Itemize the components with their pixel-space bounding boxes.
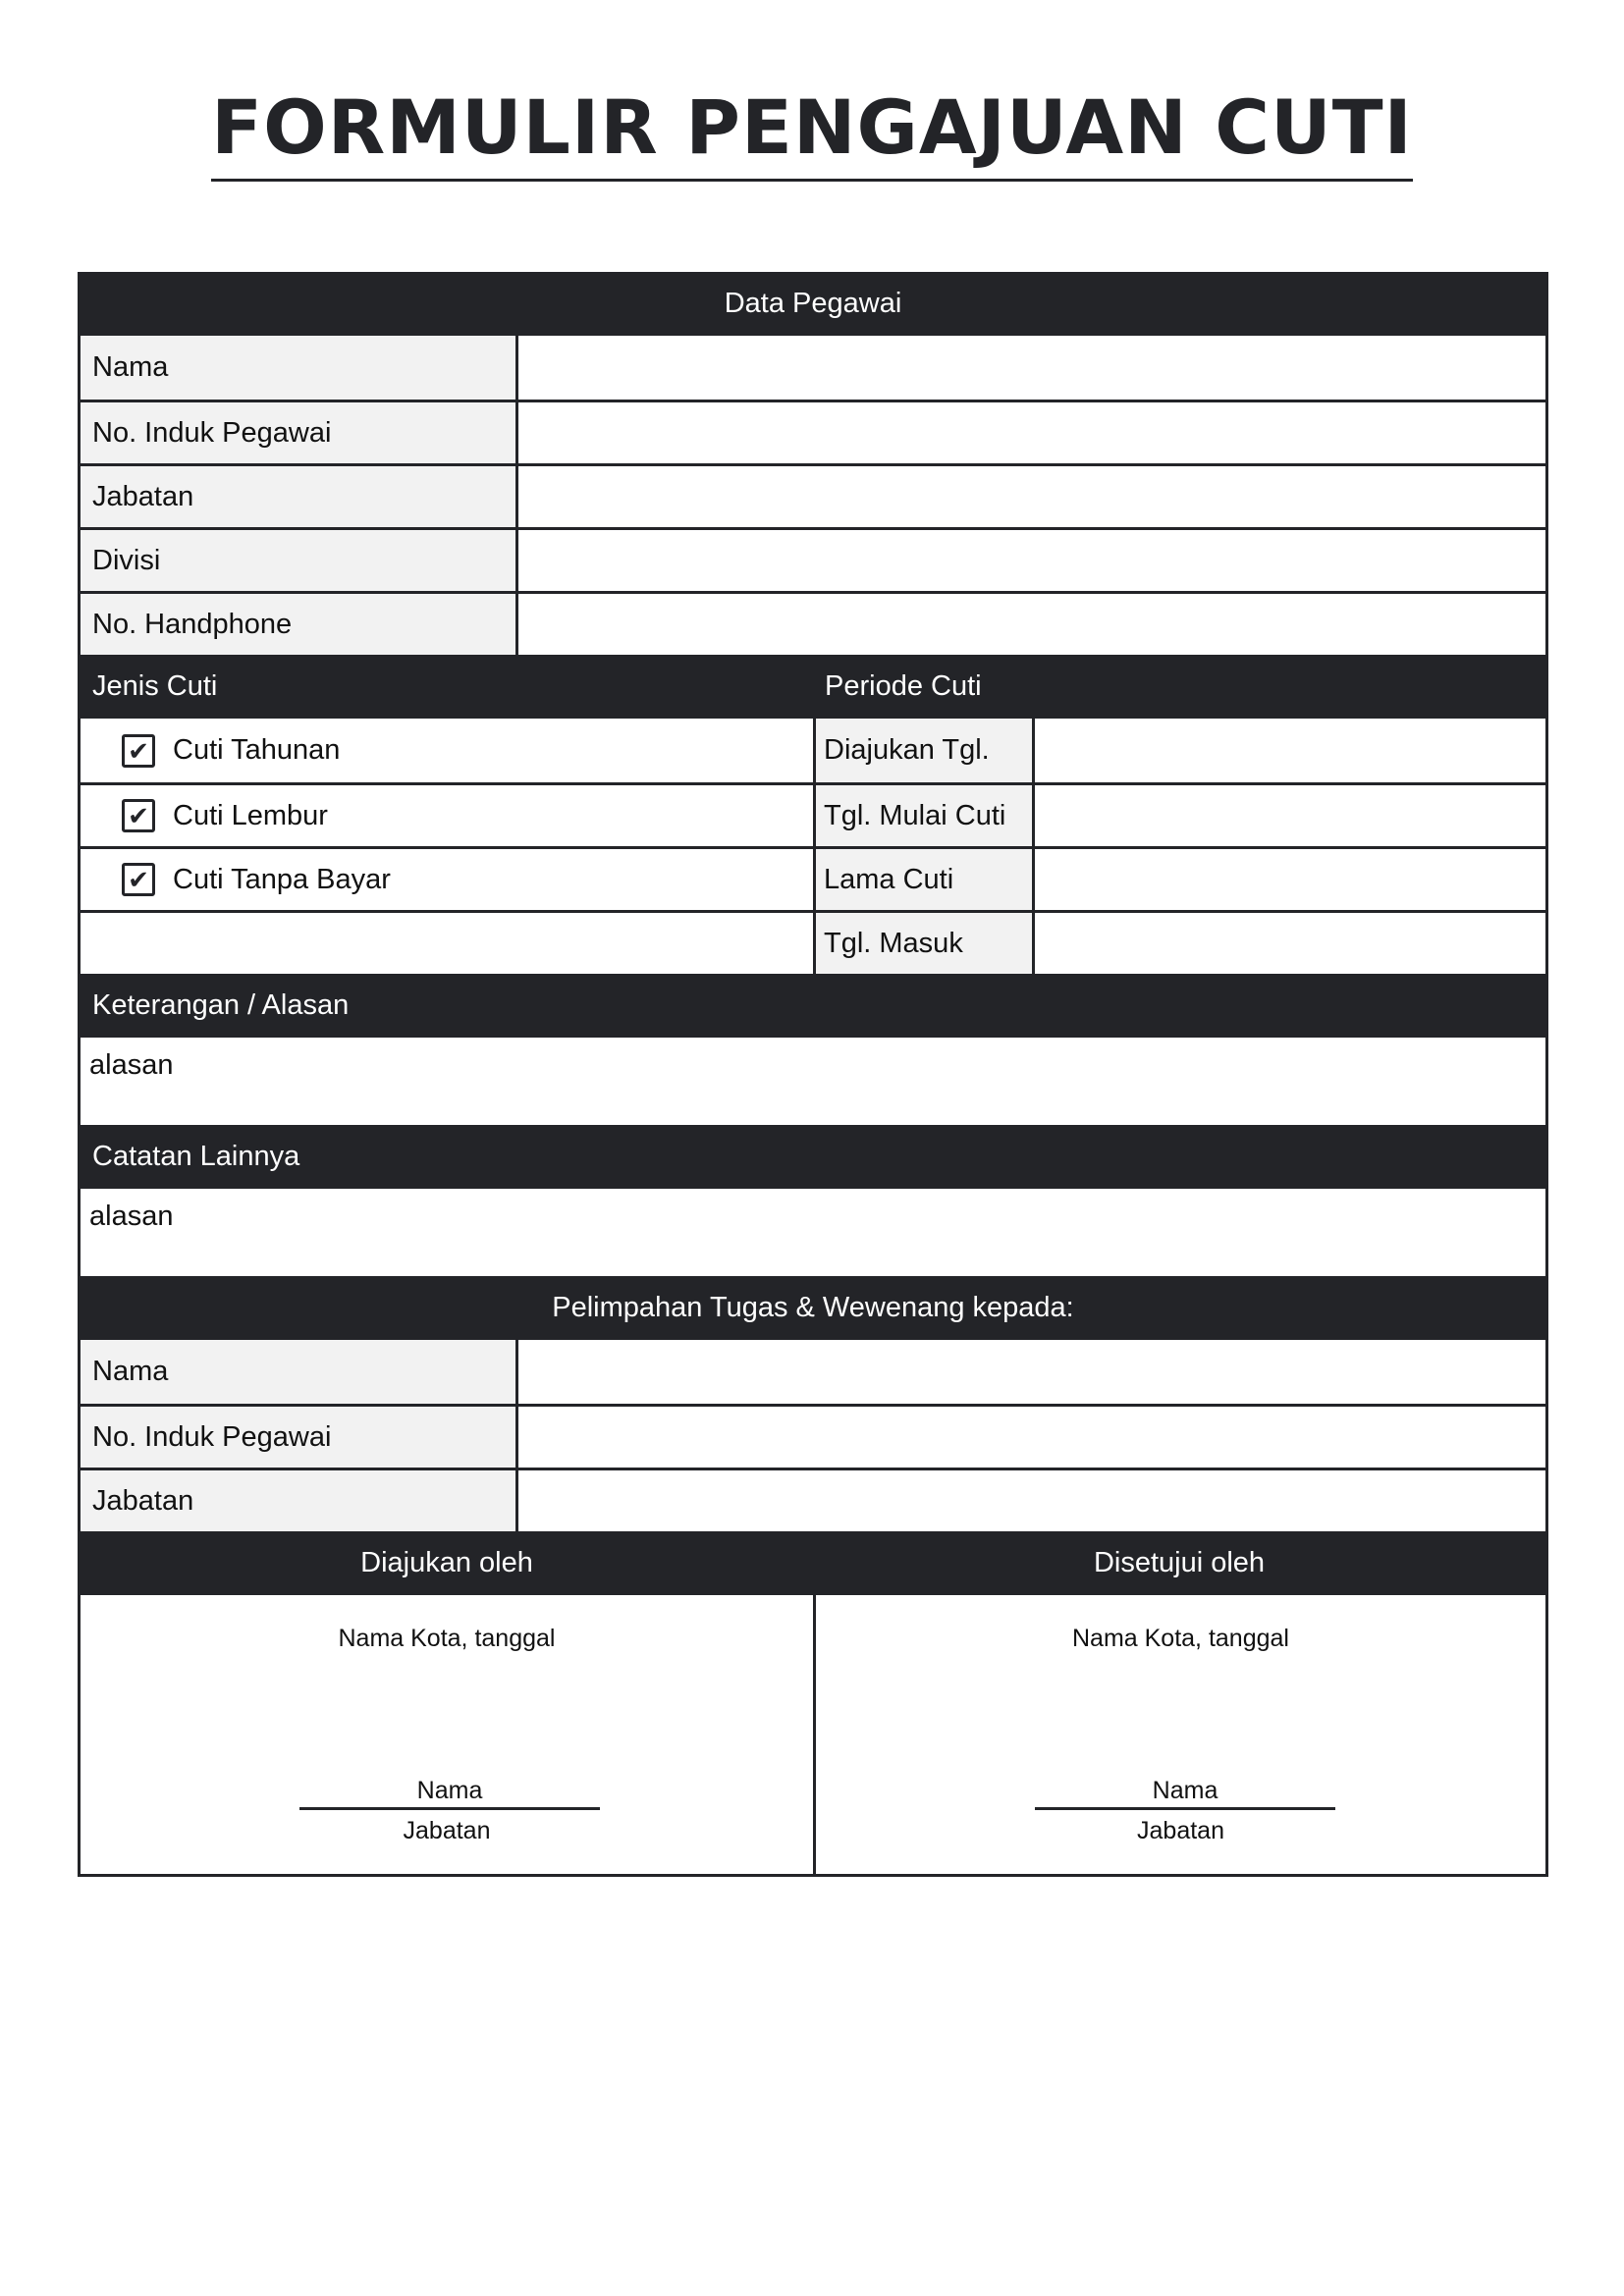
field-label: No. Induk Pegawai	[81, 1407, 518, 1468]
diajukan-oleh-header: Diajukan oleh	[360, 1547, 533, 1578]
section-header-keterangan: Keterangan / Alasan	[81, 974, 1545, 1038]
delegate-row-jabatan	[81, 1468, 1545, 1531]
checkbox-checked-icon[interactable]: ✔	[122, 734, 155, 768]
handphone-input[interactable]	[518, 594, 1545, 655]
section-header-pelimpahan: Pelimpahan Tugas & Wewenang kepada:	[81, 1276, 1545, 1340]
field-label: Jabatan	[81, 1470, 518, 1531]
leave-type-option[interactable]	[81, 846, 813, 910]
field-row-handphone	[81, 591, 1545, 655]
city-date: Nama Kota, tanggal	[338, 1625, 556, 1652]
delegate-nama-input[interactable]	[518, 1340, 1545, 1404]
signature-block-applicant	[81, 1595, 813, 1874]
cuti-section	[81, 719, 1545, 974]
field-label: No. Handphone	[81, 594, 518, 655]
period-label: Tgl. Mulai Cuti	[816, 785, 1035, 846]
jenis-cuti-header: Jenis Cuti	[92, 670, 218, 702]
signer-name: Nama	[299, 1777, 600, 1810]
field-label: No. Induk Pegawai	[81, 402, 518, 463]
field-row-divisi	[81, 527, 1545, 591]
checkbox-checked-icon[interactable]: ✔	[122, 799, 155, 832]
form-title: FORMULIR PENGAJUAN CUTI	[211, 90, 1413, 182]
tgl-masuk-input[interactable]	[1035, 913, 1545, 974]
leave-type-label: Cuti Tahunan	[173, 734, 341, 766]
leave-type-label: Cuti Tanpa Bayar	[173, 863, 391, 895]
nip-input[interactable]	[518, 402, 1545, 463]
lama-cuti-input[interactable]	[1035, 849, 1545, 910]
field-row-nama	[81, 336, 1545, 400]
period-row	[816, 782, 1545, 846]
section-header-signatures	[81, 1531, 1545, 1595]
jabatan-input[interactable]	[518, 466, 1545, 527]
keterangan-textarea[interactable]: alasan	[89, 1049, 174, 1081]
leave-type-label: Cuti Lembur	[173, 799, 328, 831]
catatan-textarea[interactable]: alasan	[89, 1201, 174, 1232]
section-header-catatan: Catatan Lainnya	[81, 1125, 1545, 1189]
diajukan-tgl-input[interactable]	[1035, 719, 1545, 782]
field-label: Nama	[81, 1340, 518, 1404]
delegate-jabatan-input[interactable]	[518, 1470, 1545, 1531]
signer-position: Jabatan	[403, 1817, 491, 1844]
leave-type-option[interactable]	[81, 719, 813, 782]
leave-form	[78, 272, 1548, 1877]
leave-type-option[interactable]	[81, 782, 813, 846]
delegate-row-nama	[81, 1340, 1545, 1404]
period-row	[816, 719, 1545, 782]
period-label: Tgl. Masuk	[816, 913, 1035, 974]
signer-name: Nama	[1035, 1777, 1335, 1810]
tgl-mulai-cuti-input[interactable]	[1035, 785, 1545, 846]
signature-block-approver	[813, 1595, 1545, 1874]
section-header-cuti	[81, 655, 1545, 719]
signer-position: Jabatan	[1137, 1817, 1224, 1844]
periode-cuti-header: Periode Cuti	[825, 670, 982, 702]
city-date: Nama Kota, tanggal	[1072, 1625, 1289, 1652]
checkbox-checked-icon[interactable]: ✔	[122, 863, 155, 896]
period-row	[816, 910, 1545, 974]
field-row-jabatan	[81, 463, 1545, 527]
field-label: Nama	[81, 336, 518, 400]
field-label: Jabatan	[81, 466, 518, 527]
section-header-data-pegawai: Data Pegawai	[81, 272, 1545, 336]
nama-input[interactable]	[518, 336, 1545, 400]
period-label: Diajukan Tgl.	[816, 719, 1035, 782]
divisi-input[interactable]	[518, 530, 1545, 591]
disetujui-oleh-header: Disetujui oleh	[1093, 1547, 1266, 1578]
form-title-wrap	[0, 83, 1624, 182]
periode-cuti-list	[813, 719, 1545, 974]
delegate-nip-input[interactable]	[518, 1407, 1545, 1468]
signature-section	[81, 1595, 1545, 1874]
period-row	[816, 846, 1545, 910]
field-label: Divisi	[81, 530, 518, 591]
period-label: Lama Cuti	[816, 849, 1035, 910]
field-row-nip	[81, 400, 1545, 463]
jenis-cuti-list	[81, 719, 813, 974]
delegate-row-nip	[81, 1404, 1545, 1468]
empty-row	[81, 910, 813, 974]
